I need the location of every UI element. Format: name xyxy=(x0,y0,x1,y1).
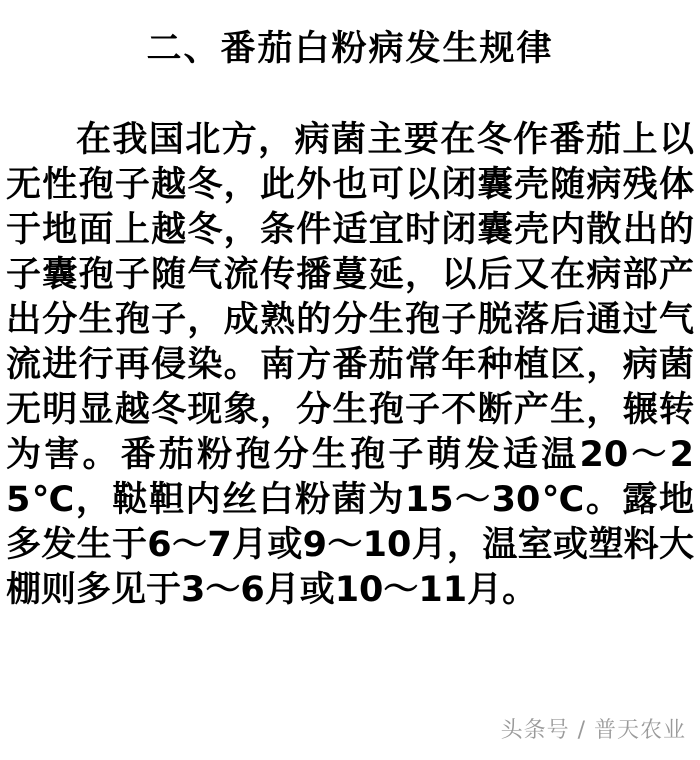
watermark-label: 头条号 / 普天农业 xyxy=(500,718,686,743)
body-paragraph: 在我国北方，病菌主要在冬作番茄上以无性孢子越冬，此外也可以闭囊壳随病残体于地面上越冬，条件适宜时闭囊壳内散出的子囊孢子随气流传播蔓延，以后又在病部产出分生孢子，成熟的分生孢子脱落后通过气流进行再侵染。南方番茄常年种植区，病菌无明显越冬现象，分生孢子不断产生，辗转为害。番茄粉孢分生孢子萌发适温20～25℃，鞑靼内丝白粉菌为15～30℃。露地多发生于6～7月或9～10月，温室或塑料大棚则多见于3～6月或10～11月。 xyxy=(6,120,694,610)
page-title: 二、番茄白粉病发生规律 xyxy=(146,29,554,69)
